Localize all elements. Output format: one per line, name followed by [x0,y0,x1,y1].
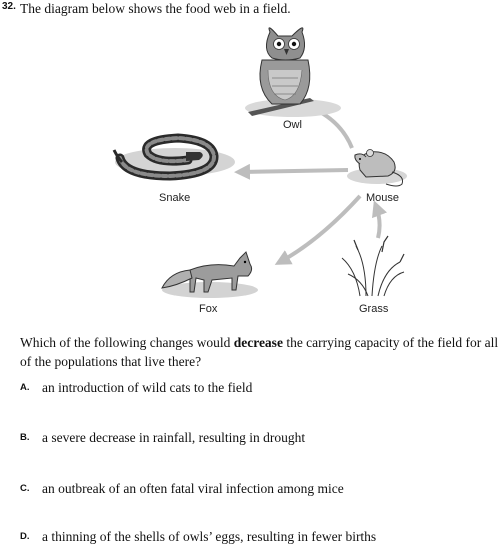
label-grass: Grass [359,303,389,315]
label-mouse: Mouse [366,192,400,204]
owl-icon [245,28,341,117]
choice-d[interactable] [20,529,376,545]
label-owl: Owl [283,119,302,131]
label-snake: Snake [159,192,191,204]
arrow-mouse-to-snake [240,170,348,172]
question-number: 32. [2,1,16,12]
choice-b-letter: B. [20,432,30,443]
choice-a-letter: A. [20,382,30,393]
label-fox: Fox [199,303,218,315]
question-stem [20,333,500,371]
choice-c-text: an outbreak of an often fatal viral infection among mice [42,481,344,496]
grass-icon [342,236,404,296]
arrow-mouse-to-fox [280,196,360,262]
mouse-icon [347,150,407,187]
arrow-grass-to-mouse [376,206,380,238]
choice-d-text: a thinning of the shells of owls’ eggs, resulting in fewer births [42,529,377,544]
fox-icon [162,252,258,298]
choice-c-letter: C. [20,483,30,494]
question-stem-after: the carrying capacity of the field for all of the populations that live there? [20,335,499,369]
question-intro: The diagram below shows the food web in a field. [20,1,291,16]
choice-b[interactable] [20,430,305,446]
choice-a[interactable] [20,380,252,396]
choice-d-letter: D. [20,531,30,542]
question-stem-before: Which of the following changes would [20,335,234,350]
snake-icon [114,138,235,176]
question-stem-bold: decrease [233,335,283,350]
choice-b-text: a severe decrease in rainfall, resulting in drought [42,430,306,445]
choice-a-text: an introduction of wild cats to the field [42,380,253,395]
choice-c[interactable] [20,481,344,497]
